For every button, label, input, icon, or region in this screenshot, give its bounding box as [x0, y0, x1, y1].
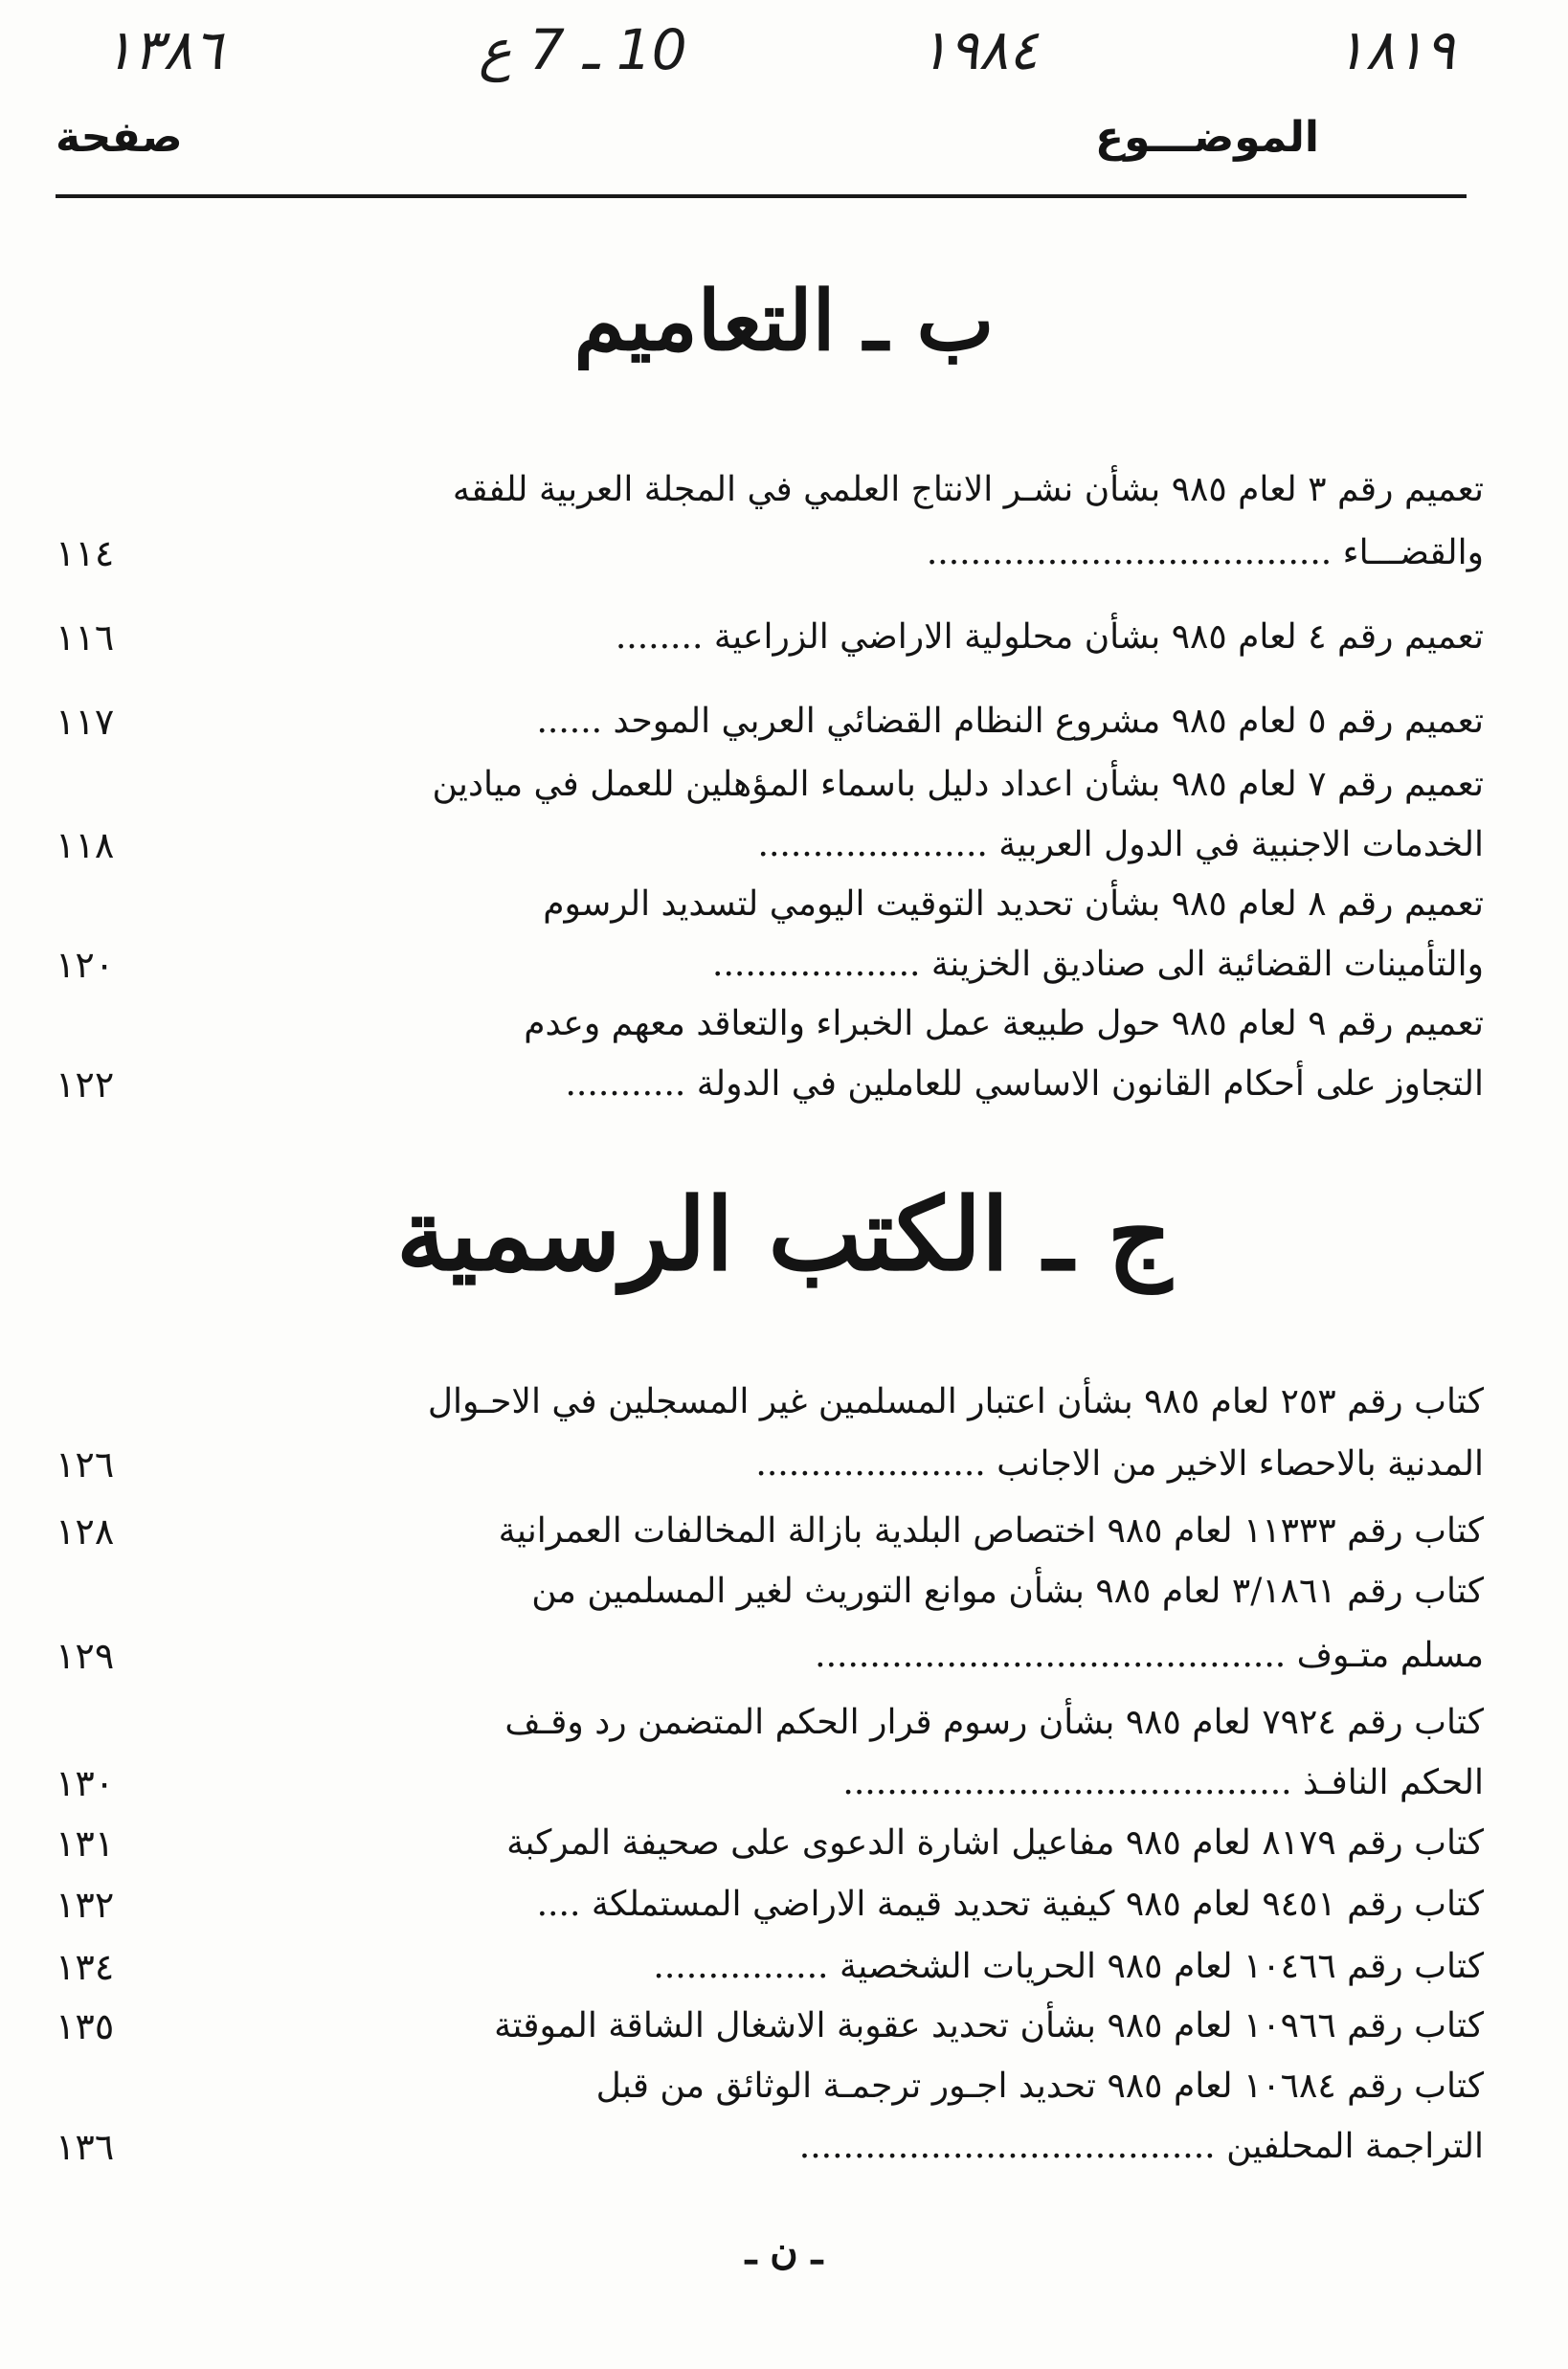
entry-page-number: ١٣١	[56, 1822, 115, 1865]
toc-entry-line	[0, 1754, 1568, 1816]
toc-entry-line	[0, 1998, 1568, 2059]
entry-page-number: ١٣٥	[56, 2005, 115, 2047]
entry-page-number: ١١٤	[56, 532, 115, 574]
entry-text: تعميم رقم ٥ لعام ٩٨٥ مشروع النظام القضائي العربي الموحد ......	[536, 702, 1484, 741]
page-marker: ـ ن ـ	[745, 2228, 823, 2273]
toc-entry-line	[0, 1374, 1568, 1435]
entry-page-number: ١١٦	[56, 616, 115, 659]
toc-entry-line	[0, 1938, 1568, 2000]
handwritten-note-c: ١٩٨٤	[919, 17, 1039, 82]
entry-page-number: ١٢٨	[56, 1510, 115, 1553]
toc-entry-line	[0, 2058, 1568, 2119]
toc-entry-line	[0, 936, 1568, 997]
entry-text: تعميم رقم ٤ لعام ٩٨٥ بشأن محلولية الاراضي الزراعية ........	[615, 617, 1484, 657]
handwritten-note-b: 10 ـ 7 ع	[479, 17, 687, 82]
entry-text: الحكم النافـذ .........................................	[842, 1763, 1484, 1802]
toc-entry-line	[0, 2118, 1568, 2179]
entry-text: التراجمة المحلفين ......................................	[798, 2127, 1484, 2166]
subject-column-header: الموضـــوع	[1095, 113, 1319, 162]
entry-text: تعميم رقم ٣ لعام ٩٨٥ بشأن نشـر الانتاج العلمي في المجلة العربية للفقه	[452, 470, 1484, 509]
entry-text: تعميم رقم ٧ لعام ٩٨٥ بشأن اعداد دليل باسماء المؤهلين للعمل في ميادين	[432, 765, 1484, 804]
entry-text: تعميم رقم ٨ لعام ٩٨٥ بشأن تحديد التوقيت اليومي لتسديد الرسوم	[543, 884, 1484, 924]
entry-text: مسلم متـوف ...........................................	[815, 1636, 1484, 1675]
toc-entry-line	[0, 1436, 1568, 1497]
toc-entry-line	[0, 1876, 1568, 1937]
entry-text: كتاب رقم ١٠٦٨٤ لعام ٩٨٥ تحديد اجـور ترجمـة الوثائق من قبل	[595, 2067, 1484, 2106]
toc-entry-line	[0, 1815, 1568, 1876]
entry-text: الخدمات الاجنبية في الدول العربية .....................	[757, 825, 1484, 864]
toc-entry-line	[0, 461, 1568, 523]
toc-entry-line	[0, 525, 1568, 586]
toc-entry-line	[0, 693, 1568, 754]
section-title-official-letters: ج ـ الكتب الرسمية	[395, 1175, 1173, 1293]
entry-text: كتاب رقم ٨١٧٩ لعام ٩٨٥ مفاعيل اشارة الدعوى على صحيفة المركبة	[506, 1823, 1484, 1863]
entry-page-number: ١١٨	[56, 824, 115, 866]
entry-text: كتاب رقم ١٠٩٦٦ لعام ٩٨٥ بشأن تحديد عقوبة الاشغال الشاقة الموقتة	[494, 2006, 1484, 2045]
toc-entry-line	[0, 756, 1568, 817]
toc-entry-line	[0, 876, 1568, 937]
entry-text: والقضـــاء .....................................	[926, 533, 1484, 572]
toc-entry-line	[0, 816, 1568, 878]
entry-page-number: ١٣٦	[56, 2126, 115, 2168]
toc-entry-line	[0, 1627, 1568, 1688]
entry-page-number: ١١٧	[56, 701, 115, 743]
toc-entry-line	[0, 609, 1568, 670]
entry-page-number: ١٣٠	[56, 1762, 115, 1804]
toc-entry-line	[0, 1563, 1568, 1624]
entry-text: كتاب رقم ٩٤٥١ لعام ٩٨٥ كيفية تحديد قيمة الاراضي المستملكة ....	[536, 1885, 1484, 1924]
entry-page-number: ١٢٩	[56, 1635, 115, 1677]
entry-text: كتاب رقم ١١٣٣٣ لعام ٩٨٥ اختصاص البلدية بازالة المخالفات العمرانية	[498, 1511, 1484, 1551]
entry-page-number: ١٢٠	[56, 944, 115, 986]
entry-page-number: ١٢٦	[56, 1443, 115, 1486]
handwritten-note-d: ١٣٨٦	[103, 17, 223, 82]
entry-page-number: ١٢٢	[56, 1063, 115, 1106]
handwritten-note-a: ١٨١٩	[1335, 17, 1455, 82]
section-title-circulars: ب ـ التعاميم	[573, 273, 995, 369]
entry-text: كتاب رقم ٢٥٣ لعام ٩٨٥ بشأن اعتبار المسلمين غير المسجلين في الاحـوال	[427, 1382, 1484, 1421]
entry-text: كتاب رقم ١٠٤٦٦ لعام ٩٨٥ الحريات الشخصية ................	[653, 1947, 1484, 1986]
toc-entry-line	[0, 1056, 1568, 1117]
entry-text: المدنية بالاحصاء الاخير من الاجانب .....................	[755, 1444, 1484, 1484]
toc-entry-line	[0, 1503, 1568, 1564]
header-rule	[56, 194, 1467, 198]
entry-text: والتأمينات القضائية الى صناديق الخزينة ...................	[712, 945, 1484, 984]
entry-text: كتاب رقم ٧٩٢٤ لعام ٩٨٥ بشأن رسوم قرار الحكم المتضمن رد وقـف	[504, 1703, 1484, 1742]
entry-page-number: ١٣٤	[56, 1946, 115, 1988]
entry-text: كتاب رقم ٣/١٨٦١ لعام ٩٨٥ بشأن موانع التوريث لغير المسلمين من	[531, 1572, 1484, 1611]
page-column-header: صفحة	[56, 113, 183, 162]
entry-page-number: ١٣٢	[56, 1884, 115, 1926]
toc-entry-line	[0, 1694, 1568, 1755]
entry-text: تعميم رقم ٩ لعام ٩٨٥ حول طبيعة عمل الخبراء والتعاقد معهم وعدم	[524, 1004, 1484, 1043]
entry-text: التجاوز على أحكام القانون الاساسي للعاملين في الدولة ...........	[565, 1064, 1484, 1104]
toc-entry-line	[0, 995, 1568, 1057]
